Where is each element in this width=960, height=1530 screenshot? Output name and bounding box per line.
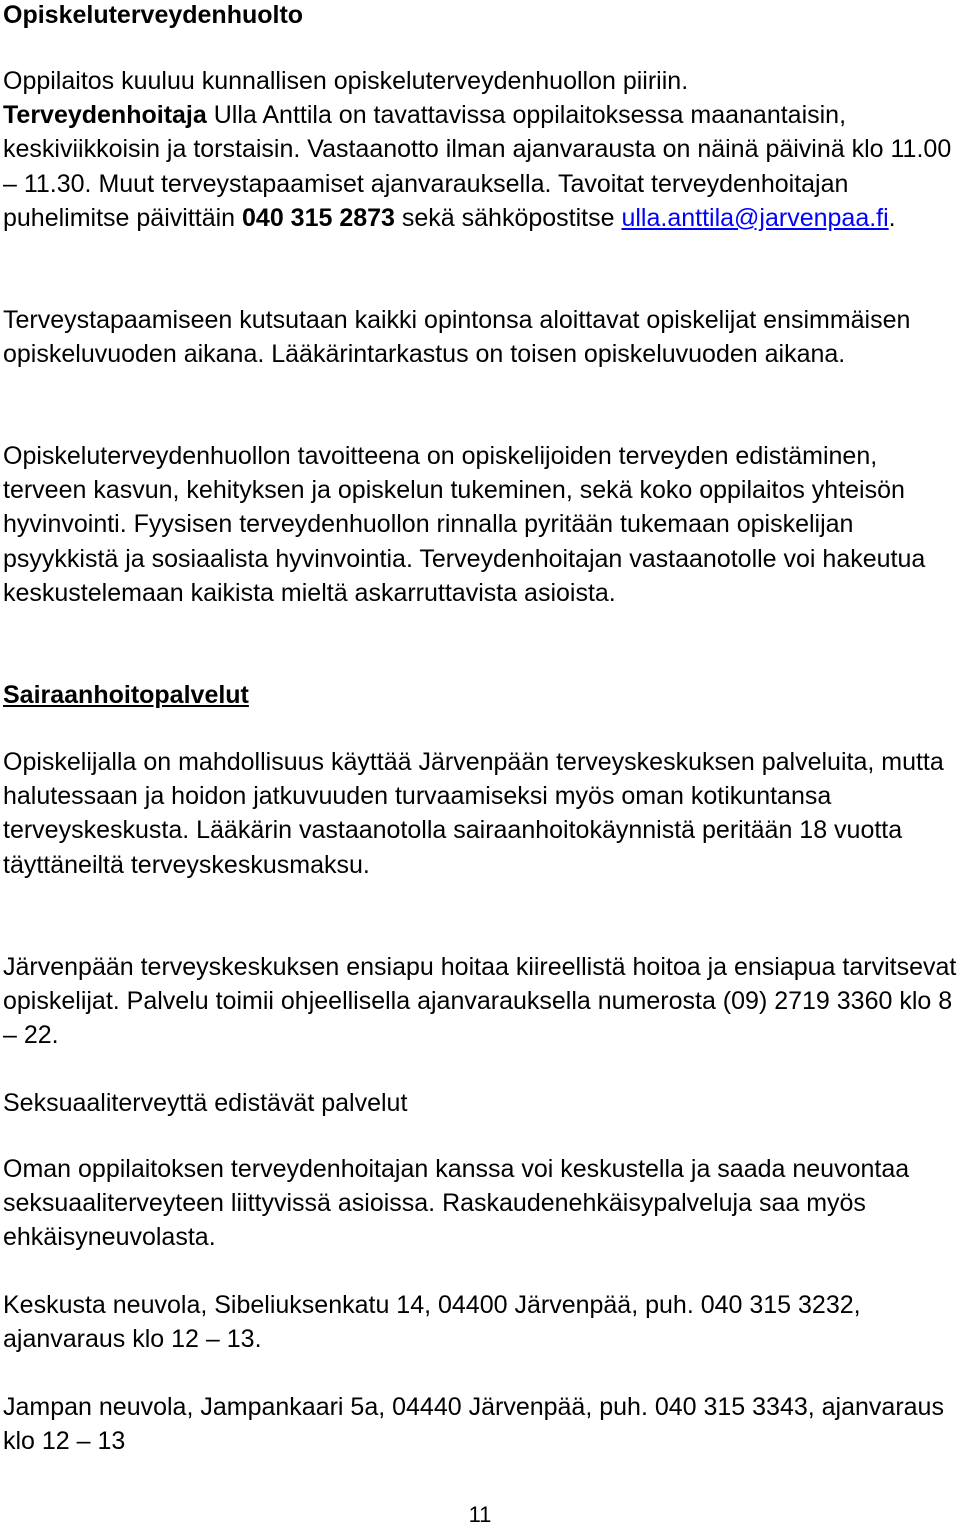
heading-opiskeluterveydenhuolto: Opiskeluterveydenhuolto: [3, 1, 304, 29]
paragraph-keskusta-neuvola: Keskusta neuvola, Sibeliuksenkatu 14, 04400 Järvenpää, puh. 040 315 3232, ajanvaraus klo 12 – 13.: [3, 1291, 861, 1354]
email-link[interactable]: ulla.anttila@jarvenpaa.fi: [621, 203, 889, 232]
paragraph-jampan-neuvola: Jampan neuvola, Jampankaari 5a, 04440 Järvenpää, puh. 040 315 3343, ajanvaraus klo 12 – 13: [3, 1393, 944, 1456]
page-number: 11: [468, 1502, 492, 1527]
text-email-intro: sekä sähköpostitse: [394, 203, 622, 232]
paragraph-health-nurse: [3, 64, 957, 235]
heading-sexual-health: Seksuaaliterveyttä edistävät palvelut: [3, 1089, 408, 1117]
text-nurse-details: Ulla Anttila on tavattavissa oppilaitoksessa maanantaisin, keskiviikkoisin ja torstaisin. Vastaanotto ilman ajanvarausta on näinä päivinä klo 11.00 – 11.30. Muut terveystapaamiset ajanvarauksella. Tavoitat terveydenhoitajan puhelimitse päivittäin: [3, 101, 952, 232]
text-phone-number: 040 315 2873: [242, 203, 395, 232]
text-oppilaitos: Oppilaitos kuuluu kunnallisen opiskeluterveydenhuollon piiriin.: [3, 67, 689, 95]
paragraph-health-check: Terveystapaamiseen kutsutaan kaikki opintonsa aloittavat opiskelijat ensimmäisen opiskeluvuoden aikana. Lääkärintarkastus on toisen opiskeluvuoden aikana.: [3, 306, 911, 369]
paragraph-health-center: Opiskelijalla on mahdollisuus käyttää Järvenpään terveyskeskuksen palveluita, mutta halutessaan ja hoidon jatkuvuuden turvaamiseksi myös oman kotikuntansa terveyskeskusta. Lääkärin vastaanotolla sairaanhoitokäynnistä peritään 18 vuotta täyttäneiltä terveyskeskusmaksu.: [3, 748, 944, 879]
text-role-nurse: Terveydenhoitaja: [3, 101, 207, 130]
paragraph-sexual-health: Oman oppilaitoksen terveydenhoitajan kanssa voi keskustella ja saada neuvontaa seksuaaliterveyteen liittyvissä asioissa. Raskaudenehkäisypalveluja saa myös ehkäisyneuvolasta.: [3, 1155, 910, 1252]
text-period: .: [888, 203, 896, 232]
paragraph-health-goals: Opiskeluterveydenhuollon tavoitteena on opiskelijoiden terveyden edistäminen, terveen kasvun, kehityksen ja opiskelun tukeminen, sekä koko oppilaitos yhteisön hyvinvointi. Fyysisen terveydenhuollon rinnalla pyritään tukemaan opiskelijan psyykkistä ja sosiaalista hyvinvointia. Terveydenhoitajan vastaanotolle voi hakeutua keskustelemaan kaikista mieltä askarruttavista asioista.: [3, 442, 926, 607]
heading-sairaanhoitopalvelut: Sairaanhoitopalvelut: [3, 681, 249, 709]
paragraph-first-aid: Järvenpään terveyskeskuksen ensiapu hoitaa kiireellistä hoitoa ja ensiapua tarvitsevat opiskelijat. Palvelu toimii ohjeellisella ajanvarauksella numerosta (09) 2719 3360 klo 8 – 22.: [3, 953, 957, 1050]
